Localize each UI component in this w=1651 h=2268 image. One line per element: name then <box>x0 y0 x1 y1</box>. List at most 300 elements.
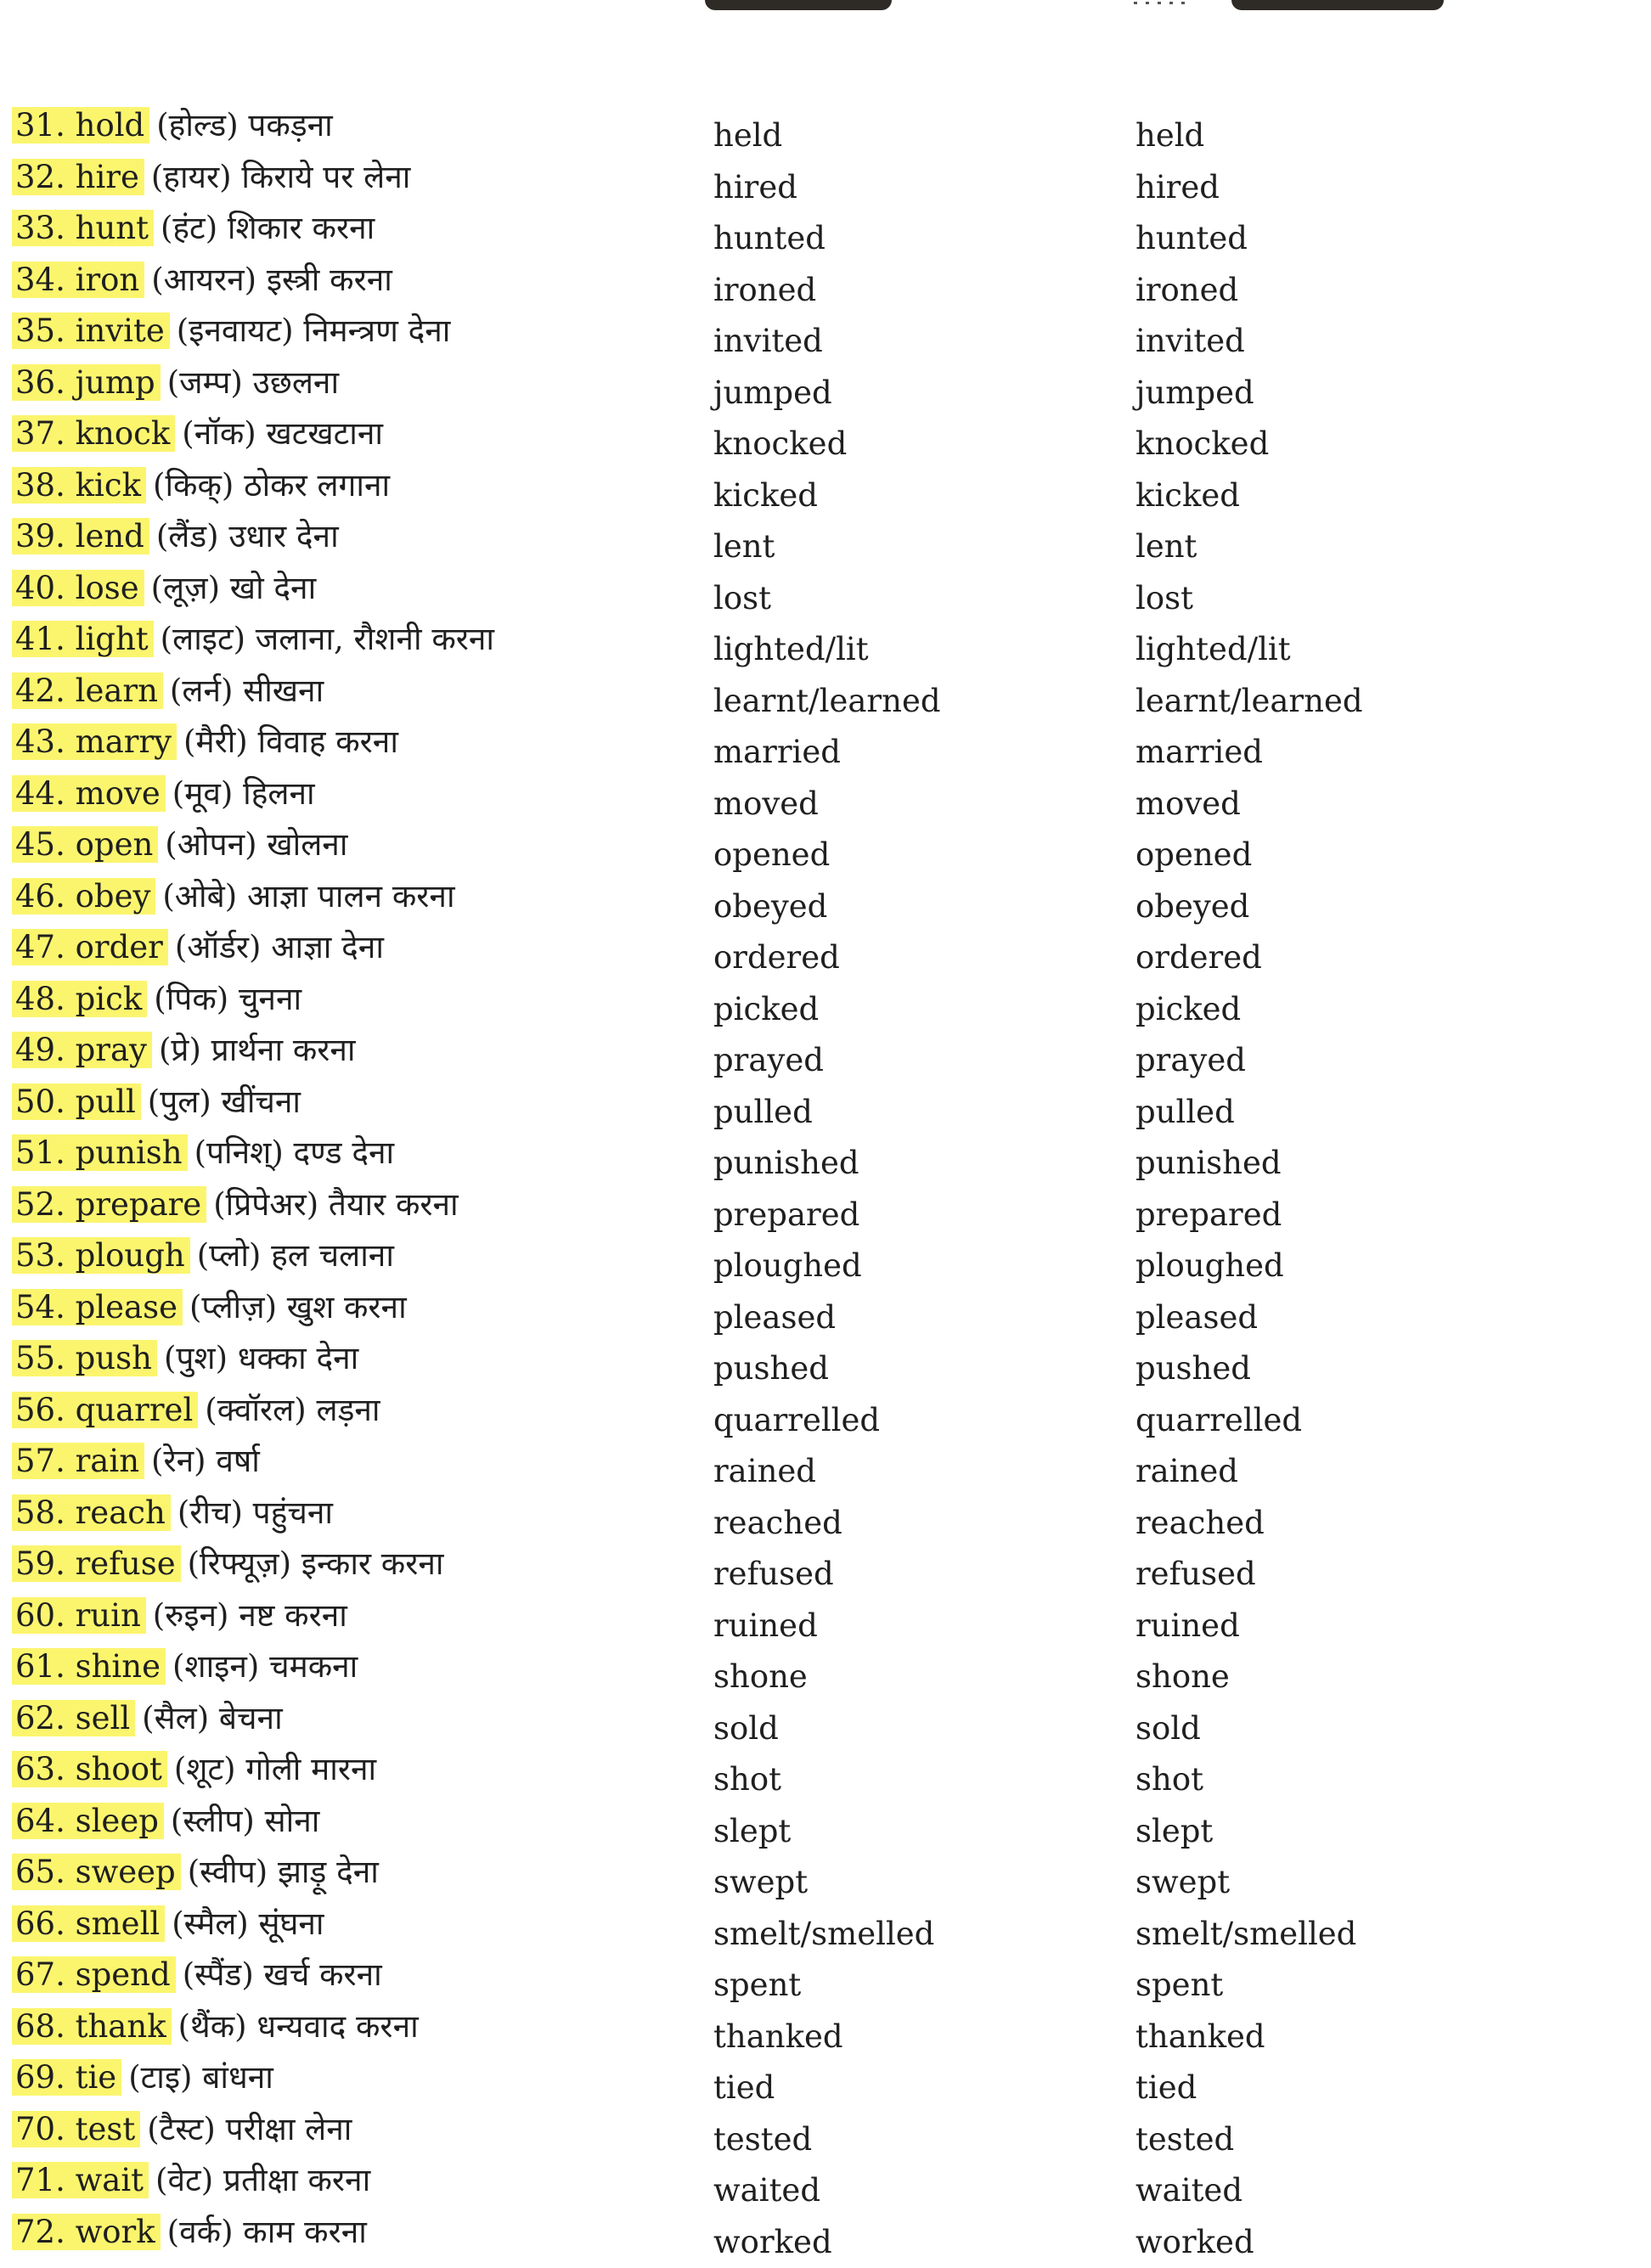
highlight-mark <box>12 1751 167 1787</box>
verb-base: rain <box>75 1443 140 1479</box>
verb-meaning: विवाह करना <box>257 723 398 760</box>
verb-number: 48. <box>15 980 65 1017</box>
verb-number: 59. <box>15 1545 65 1582</box>
base-form-cell <box>12 2155 370 2206</box>
highlight-mark <box>12 1032 152 1068</box>
highlight-mark <box>12 1186 206 1223</box>
past-participle: waited <box>1135 2172 1243 2209</box>
verb-number: 46. <box>15 877 65 915</box>
past-tense: lent <box>713 528 775 565</box>
past-tense: waited <box>713 2172 821 2209</box>
verb-base: hold <box>75 107 145 144</box>
highlight-mark <box>12 570 144 606</box>
verb-pronunciation: (जम्प) <box>166 363 243 401</box>
past-tense: shone <box>713 1658 808 1695</box>
verb-meaning: बेचना <box>218 1699 283 1736</box>
verb-pronunciation: (प्लीज़) <box>189 1288 278 1325</box>
base-form-cell <box>12 819 347 870</box>
past-tense: lighted/lit <box>713 631 869 667</box>
past-participle: reached <box>1135 1504 1265 1541</box>
past-participle: thanked <box>1135 2018 1265 2055</box>
verb-meaning: चमकना <box>269 1648 358 1685</box>
verb-row <box>0 1128 1651 1179</box>
verb-pronunciation: (ओपन) <box>165 826 257 863</box>
verb-meaning: खुश करना <box>286 1288 407 1325</box>
past-tense: pulled <box>713 1093 813 1130</box>
verb-number: 38. <box>15 466 65 504</box>
highlight-mark <box>12 262 144 298</box>
highlight-mark <box>12 2214 161 2250</box>
past-participle: tied <box>1135 2069 1197 2106</box>
verb-meaning: किराये पर लेना <box>241 158 411 195</box>
highlight-mark <box>12 1289 183 1325</box>
highlight-mark <box>12 1545 181 1582</box>
verb-row <box>0 768 1651 820</box>
verb-meaning: बांधना <box>202 2059 273 2096</box>
past-participle: lighted/lit <box>1135 631 1291 667</box>
verb-pronunciation: (रेन) <box>151 1443 206 1479</box>
base-form-cell <box>12 100 333 151</box>
base-form-cell <box>12 357 339 408</box>
verb-row <box>0 1436 1651 1488</box>
past-participle: picked <box>1135 990 1242 1027</box>
past-tense: lost <box>713 579 771 616</box>
verb-base: please <box>75 1288 177 1325</box>
base-form-cell <box>12 2001 419 2052</box>
past-participle: tested <box>1135 2120 1235 2158</box>
verb-base: shoot <box>75 1751 162 1787</box>
verb-pronunciation: (स्पैंड) <box>182 1956 254 1993</box>
past-tense: invited <box>713 323 823 359</box>
past-participle: shot <box>1135 1761 1203 1798</box>
verb-base: pull <box>75 1083 136 1120</box>
verb-pronunciation: (रुइन) <box>152 1596 229 1634</box>
highlight-mark <box>12 159 144 195</box>
past-tense: jumped <box>713 374 832 411</box>
verb-pronunciation: (आयरन) <box>151 261 257 298</box>
past-tense: thanked <box>713 2018 843 2055</box>
verb-pronunciation: (रिफ्यूज़) <box>187 1545 292 1582</box>
past-participle: prayed <box>1135 1042 1246 1078</box>
verb-base: learn <box>75 672 158 709</box>
verb-number: 68. <box>15 2007 65 2045</box>
verb-base: obey <box>75 877 151 915</box>
verb-row <box>0 203 1651 255</box>
verb-row <box>0 717 1651 768</box>
verb-row <box>0 2155 1651 2207</box>
past-participle: ordered <box>1135 939 1262 976</box>
highlight-mark <box>12 673 163 709</box>
past-participle: sold <box>1135 1709 1201 1747</box>
highlight-mark <box>12 2008 172 2045</box>
verb-pronunciation: (मूव) <box>172 774 234 812</box>
verb-number: 61. <box>15 1648 65 1685</box>
verb-meaning: काम करना <box>243 2213 367 2250</box>
verb-meaning: इस्त्री करना <box>266 261 392 298</box>
past-participle: smelt/smelled <box>1135 1915 1357 1952</box>
verb-row <box>0 1899 1651 1950</box>
verb-number: 49. <box>15 1032 65 1068</box>
highlight-mark <box>12 1134 188 1171</box>
verb-pronunciation: (क्वॉरल) <box>205 1391 307 1428</box>
past-participle: slept <box>1135 1812 1214 1849</box>
verb-row <box>0 1488 1651 1539</box>
verb-row <box>0 255 1651 307</box>
verb-base: sell <box>75 1699 131 1736</box>
past-tense: kicked <box>713 476 818 514</box>
past-participle: quarrelled <box>1135 1401 1303 1438</box>
highlight-mark <box>12 1648 166 1685</box>
verb-row <box>0 306 1651 357</box>
past-participle: refused <box>1135 1556 1256 1592</box>
verb-meaning: नष्ट करना <box>239 1596 347 1634</box>
base-form-cell <box>12 614 494 665</box>
base-form-cell <box>12 255 392 306</box>
highlight-mark <box>12 1905 165 1942</box>
verb-row <box>0 666 1651 718</box>
highlight-mark <box>12 107 149 144</box>
base-form-cell <box>12 1847 379 1898</box>
verb-pronunciation: (हंट) <box>160 210 218 246</box>
verb-row <box>0 408 1651 460</box>
base-form-cell <box>12 1385 380 1436</box>
base-form-cell <box>12 203 375 254</box>
verb-row <box>0 1796 1651 1848</box>
verb-pronunciation: (लाइट) <box>160 621 246 657</box>
base-form-cell <box>12 1641 358 1692</box>
past-tense: married <box>713 734 841 770</box>
verb-number: 32. <box>15 158 65 195</box>
verb-base: shine <box>75 1648 161 1685</box>
verb-meaning: दण्ड देना <box>293 1134 395 1171</box>
verb-number: 33. <box>15 210 65 246</box>
verb-base: test <box>75 2110 136 2147</box>
verb-row <box>0 1333 1651 1385</box>
verb-meaning: सूंघना <box>258 1905 324 1942</box>
verb-base: open <box>75 826 154 863</box>
verb-base: invite <box>75 312 165 349</box>
verb-number: 56. <box>15 1391 65 1428</box>
base-form-cell <box>12 1488 333 1539</box>
past-tense: moved <box>713 785 819 822</box>
verb-row <box>0 1950 1651 2001</box>
verb-number: 54. <box>15 1288 65 1325</box>
verb-meaning: सीखना <box>243 672 324 709</box>
verb-row <box>0 2001 1651 2053</box>
verb-number: 60. <box>15 1596 65 1634</box>
verb-pronunciation: (लैंड) <box>155 518 219 554</box>
verb-number: 31. <box>15 107 65 144</box>
verb-number: 69. <box>15 2059 65 2096</box>
verb-row <box>0 460 1651 512</box>
verb-pronunciation: (लर्न) <box>169 672 234 709</box>
past-participle: kicked <box>1135 476 1240 514</box>
verb-pronunciation: (वर्क) <box>166 2213 234 2250</box>
highlight-mark <box>12 2111 140 2147</box>
past-participle: spent <box>1135 1967 1224 2003</box>
verb-number: 57. <box>15 1443 65 1479</box>
verb-number: 47. <box>15 929 65 965</box>
scan-edge-left <box>705 0 892 10</box>
verb-pronunciation: (पुल) <box>147 1083 211 1120</box>
verb-meaning: धक्का देना <box>237 1340 359 1376</box>
past-participle: obeyed <box>1135 887 1250 925</box>
highlight-mark <box>12 723 177 760</box>
verb-base: knock <box>75 415 171 452</box>
base-form-cell <box>12 1282 407 1333</box>
past-participle: knocked <box>1135 425 1270 462</box>
verb-pronunciation: (पुश) <box>163 1340 228 1376</box>
verb-meaning: लड़ना <box>316 1391 380 1428</box>
verb-pronunciation: (वेट) <box>155 2162 214 2198</box>
highlight-mark <box>12 312 170 349</box>
base-form-cell <box>12 1796 319 1847</box>
verb-number: 42. <box>15 672 65 709</box>
past-participle: opened <box>1135 836 1253 873</box>
verb-meaning: वर्षा <box>216 1443 260 1479</box>
past-tense: prayed <box>713 1042 824 1078</box>
base-form-cell <box>12 563 316 614</box>
verb-base: hire <box>75 158 139 195</box>
base-form-cell <box>12 1025 355 1076</box>
verb-base: plough <box>75 1237 185 1274</box>
verb-base: marry <box>75 723 172 760</box>
verb-number: 35. <box>15 312 65 349</box>
past-participle: hunted <box>1135 220 1248 256</box>
past-tense: ironed <box>713 271 817 308</box>
verb-base: hunt <box>75 210 149 246</box>
verb-row <box>0 357 1651 409</box>
highlight-mark <box>12 2162 149 2198</box>
verb-base: sweep <box>75 1854 176 1890</box>
verb-pronunciation: (प्रिपेअर) <box>213 1185 319 1223</box>
base-form-cell <box>12 666 324 717</box>
base-form-cell <box>12 1179 459 1230</box>
verb-base: order <box>75 929 163 965</box>
highlight-mark <box>12 1494 171 1531</box>
base-form-cell <box>12 871 455 922</box>
verb-base: sleep <box>75 1802 159 1839</box>
verb-row <box>0 511 1651 563</box>
scan-edge-right <box>1231 0 1444 10</box>
verb-row <box>0 1282 1651 1334</box>
verb-meaning: हिलना <box>243 774 315 812</box>
verb-pronunciation: (मैरी) <box>183 723 248 760</box>
verb-row <box>0 152 1651 204</box>
verb-pronunciation: (नॉक) <box>182 415 256 452</box>
highlight-mark <box>12 1700 135 1736</box>
verb-base: lend <box>75 518 144 554</box>
verb-pronunciation: (इनवायट) <box>176 312 294 349</box>
verb-number: 34. <box>15 261 65 298</box>
verb-pronunciation: (शाइन) <box>172 1648 260 1685</box>
base-form-cell <box>12 1899 324 1950</box>
verb-pronunciation: (किक्) <box>153 466 234 504</box>
base-form-cell <box>12 408 383 459</box>
base-form-cell <box>12 1128 394 1179</box>
verb-meaning: तैयार करना <box>328 1185 459 1223</box>
highlight-mark <box>12 210 154 246</box>
highlight-mark <box>12 518 149 554</box>
verb-row <box>0 1077 1651 1128</box>
verb-pronunciation: (टैस्ट) <box>147 2110 216 2147</box>
past-tense: ruined <box>713 1607 818 1644</box>
verb-row <box>0 2104 1651 2156</box>
verb-pronunciation: (हायर) <box>150 158 232 195</box>
verb-pronunciation: (होल्ड) <box>156 107 239 144</box>
past-tense: tied <box>713 2069 775 2106</box>
base-form-cell <box>12 511 339 562</box>
base-form-cell <box>12 1436 260 1487</box>
past-tense: ploughed <box>713 1247 862 1284</box>
past-tense: hired <box>713 168 797 205</box>
verb-pronunciation: (स्वीप) <box>187 1854 268 1890</box>
verb-number: 62. <box>15 1699 65 1736</box>
verb-meaning: इन्कार करना <box>301 1545 444 1582</box>
verb-row <box>0 1025 1651 1077</box>
verb-row <box>0 1744 1651 1796</box>
verb-row <box>0 563 1651 615</box>
verb-number: 50. <box>15 1083 65 1120</box>
base-form-cell <box>12 1539 443 1590</box>
verb-row <box>0 1847 1651 1899</box>
past-tense: swept <box>713 1864 809 1900</box>
verb-number: 58. <box>15 1494 65 1531</box>
verb-pronunciation: (प्लो) <box>196 1237 262 1274</box>
past-tense: prepared <box>713 1196 860 1233</box>
past-tense: picked <box>713 990 820 1027</box>
highlight-mark <box>12 826 158 863</box>
verb-meaning: परीक्षा लेना <box>225 2110 352 2147</box>
verb-meaning: प्रार्थना करना <box>211 1032 356 1068</box>
base-form-cell <box>12 768 315 819</box>
highlight-mark <box>12 1340 157 1376</box>
verb-row <box>0 1230 1651 1282</box>
verb-row <box>0 614 1651 666</box>
base-form-cell <box>12 2052 273 2103</box>
verb-pronunciation: (स्मैल) <box>172 1905 249 1942</box>
verb-meaning: उछलना <box>252 363 340 401</box>
verb-meaning: पहुंचना <box>252 1494 333 1531</box>
highlight-mark <box>12 981 147 1017</box>
past-tense: reached <box>713 1504 842 1541</box>
verb-number: 66. <box>15 1905 65 1942</box>
base-form-cell <box>12 2104 352 2155</box>
highlight-mark <box>12 775 166 812</box>
past-tense: rained <box>713 1453 816 1489</box>
past-tense: slept <box>713 1812 792 1849</box>
verb-base: refuse <box>75 1545 176 1582</box>
verb-number: 67. <box>15 1956 65 1993</box>
verb-meaning: जलाना, रौशनी करना <box>255 621 494 657</box>
past-participle: jumped <box>1135 374 1254 411</box>
base-form-cell <box>12 1590 347 1641</box>
past-participle: moved <box>1135 785 1241 822</box>
verb-base: lose <box>75 569 139 606</box>
verb-meaning: पकड़ना <box>248 107 333 144</box>
verb-meaning: हल चलाना <box>271 1237 394 1274</box>
verb-pronunciation: (सैल) <box>142 1699 210 1736</box>
past-participle: shone <box>1135 1658 1230 1695</box>
verb-number: 44. <box>15 774 65 812</box>
base-form-cell <box>12 1230 394 1281</box>
base-form-cell <box>12 1950 382 2001</box>
verb-meaning: प्रतीक्षा करना <box>223 2162 371 2198</box>
past-tense: opened <box>713 836 831 873</box>
verb-number: 39. <box>15 518 65 554</box>
past-participle: punished <box>1135 1145 1282 1181</box>
highlight-mark <box>12 467 146 504</box>
past-participle: learnt/learned <box>1135 682 1363 719</box>
verb-pronunciation: (स्लीप) <box>170 1802 255 1839</box>
verb-number: 41. <box>15 621 65 657</box>
verb-base: work <box>75 2213 155 2250</box>
verb-row <box>0 974 1651 1026</box>
past-participle: pleased <box>1135 1298 1259 1336</box>
verb-meaning: खींचना <box>221 1083 301 1120</box>
base-form-cell <box>12 717 398 768</box>
base-form-cell <box>12 1333 358 1384</box>
past-tense: refused <box>713 1556 834 1592</box>
base-form-cell <box>12 1077 301 1128</box>
past-participle: ruined <box>1135 1607 1240 1644</box>
past-tense: learnt/learned <box>713 682 941 719</box>
verb-meaning: खो देना <box>229 569 317 606</box>
verb-row <box>0 2207 1651 2259</box>
highlight-mark <box>12 929 168 965</box>
verb-number: 55. <box>15 1340 65 1376</box>
verb-meaning: आज्ञा पालन करना <box>247 877 455 915</box>
past-tense: smelt/smelled <box>713 1915 935 1952</box>
past-participle: pushed <box>1135 1350 1251 1387</box>
past-participle: lent <box>1135 528 1197 565</box>
verb-base: pray <box>75 1032 147 1068</box>
verb-meaning: आज्ञा देना <box>271 929 384 965</box>
verb-number: 65. <box>15 1854 65 1890</box>
verb-base: move <box>75 774 161 812</box>
verb-base: iron <box>75 261 140 298</box>
past-tense: tested <box>713 2120 813 2158</box>
verb-row <box>0 2052 1651 2104</box>
verb-base: wait <box>75 2162 144 2198</box>
past-participle: pulled <box>1135 1093 1235 1130</box>
verb-row <box>0 1179 1651 1231</box>
base-form-cell <box>12 152 410 203</box>
past-tense: pleased <box>713 1298 837 1336</box>
verb-number: 52. <box>15 1185 65 1223</box>
verb-pronunciation: (लूज़) <box>150 569 221 606</box>
highlight-mark <box>12 1597 146 1634</box>
verb-base: quarrel <box>75 1391 194 1428</box>
verb-row <box>0 819 1651 871</box>
verb-number: 43. <box>15 723 65 760</box>
verb-meaning: चुनना <box>238 980 302 1017</box>
verb-pronunciation: (टाइ) <box>128 2059 193 2096</box>
highlight-mark <box>12 621 154 657</box>
past-tense: pushed <box>713 1350 829 1387</box>
verb-number: 51. <box>15 1134 65 1171</box>
verb-pronunciation: (थैंक) <box>177 2007 247 2045</box>
verb-base: thank <box>75 2007 166 2045</box>
highlight-mark <box>12 1854 181 1890</box>
verb-pronunciation: (पनिश्) <box>194 1134 284 1171</box>
verb-pronunciation: (शूट) <box>173 1751 236 1787</box>
verb-base: push <box>75 1340 152 1376</box>
verb-pronunciation: (प्रे) <box>158 1032 201 1068</box>
verb-pronunciation: (ऑर्डर) <box>174 929 262 965</box>
base-form-cell <box>12 306 450 357</box>
verb-pronunciation: (पिक) <box>154 980 229 1017</box>
